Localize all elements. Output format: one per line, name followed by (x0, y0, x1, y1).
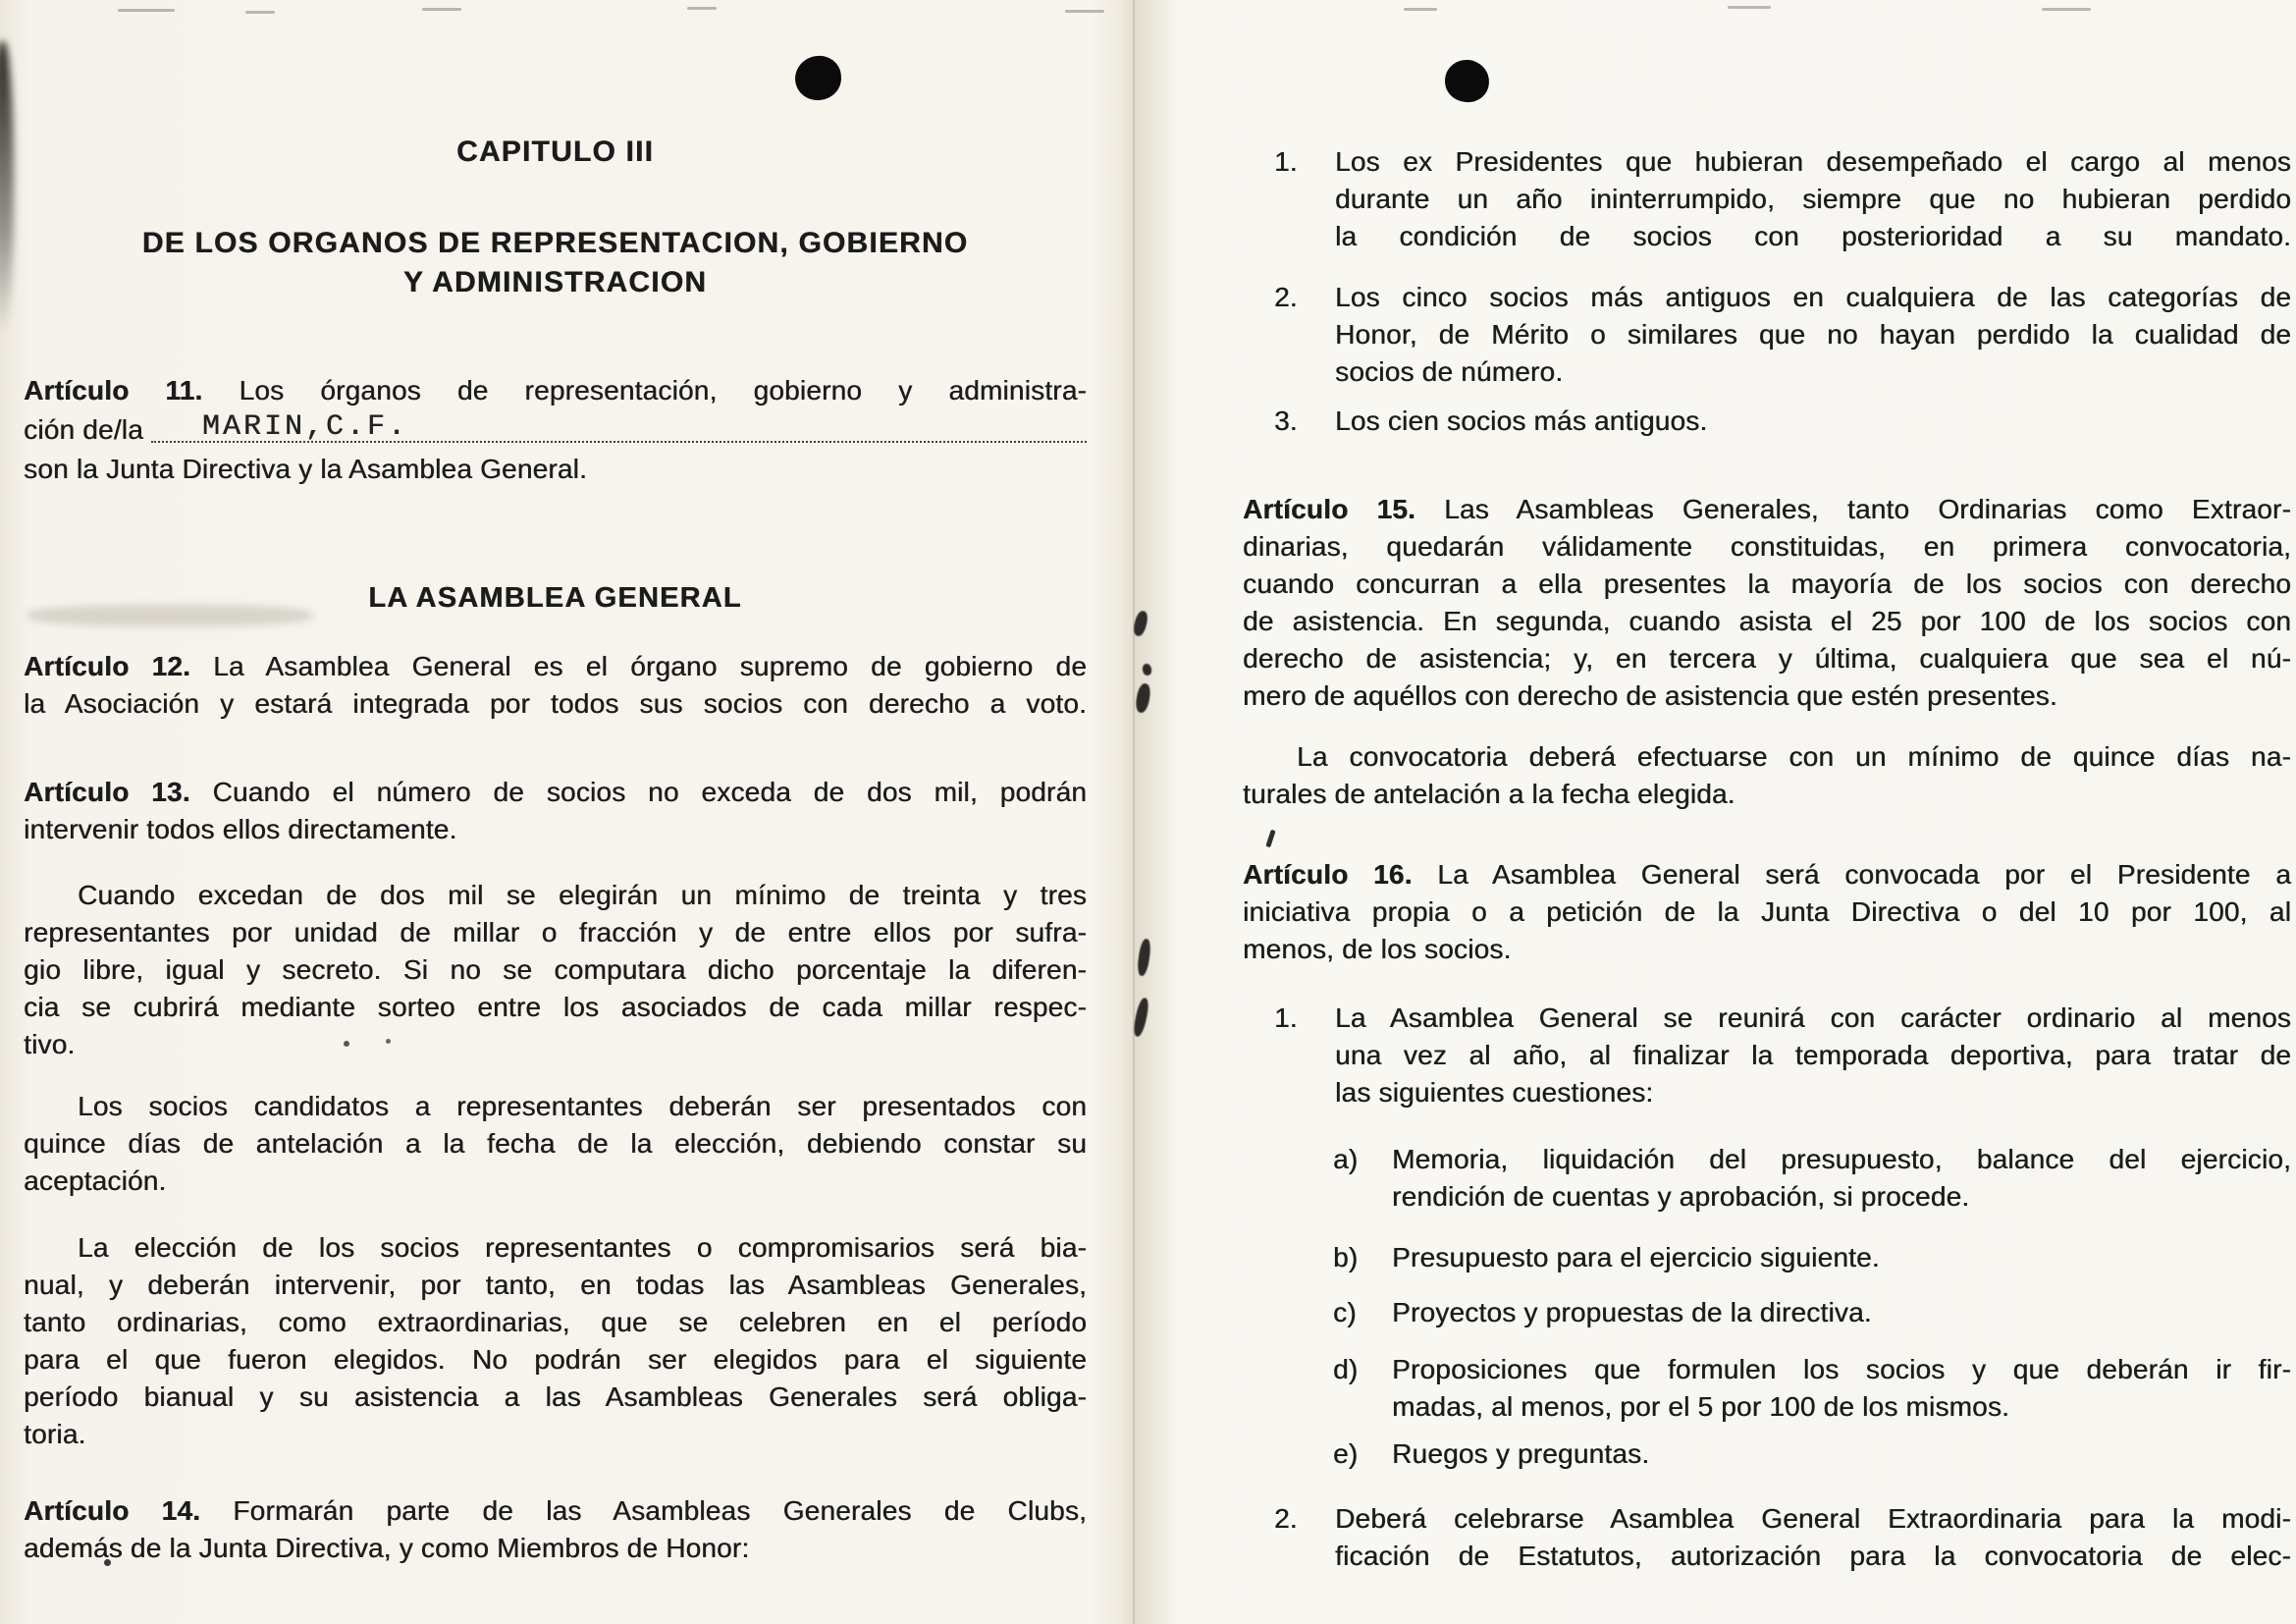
text-line: menos, de los socios. (1243, 934, 1512, 964)
list-item (1243, 1500, 2291, 1575)
list-item (1243, 1294, 2291, 1331)
text-line: ficación de Estatutos, autorización para la convocatoria de elec- (1335, 1541, 2291, 1571)
text-line: intervenir todos ellos directamente. (24, 814, 457, 844)
list-item (1243, 279, 2291, 391)
typed-club-name: MARIN,C.F. (201, 410, 408, 444)
fill-in-line (24, 410, 1087, 450)
text-line: Artículo 12. La Asamblea General es el órgano supremo de gobierno de (24, 651, 1087, 681)
text-line: madas, al menos, por el 5 por 100 de los mismos. (1392, 1391, 2010, 1422)
text-line: además de la Junta Directiva, y como Miembros de Honor: (24, 1533, 750, 1563)
list-marker: b) (1333, 1242, 1359, 1272)
text-line: La convocatoria deberá efectuarse con un mínimo de quince días na- (1297, 741, 2291, 772)
article-label: Artículo 14. (24, 1495, 201, 1526)
section-heading (24, 224, 1087, 302)
list-item (1243, 1239, 2291, 1276)
list-marker: d) (1333, 1354, 1359, 1384)
article-label: Artículo 13. (24, 777, 190, 807)
text-line: Los socios candidatos a representantes deberán ser presentados con (78, 1091, 1087, 1121)
text-line: Proyectos y propuestas de la directiva. (1392, 1297, 1872, 1327)
ink-speck (1142, 663, 1152, 676)
text-line: rendición de cuentas y aprobación, si procede. (1392, 1181, 1970, 1212)
right-page (1243, 0, 2291, 1624)
text-line: la condición de socios con posterioridad a su mandato. (1335, 221, 2291, 251)
text-line: La Asamblea General se reunirá con carácter ordinario al menos (1335, 1002, 2291, 1033)
list-item (1243, 1000, 2291, 1111)
article-block (1243, 856, 2291, 968)
text-line: Artículo 14. Formarán parte de las Asambleas Generales de Clubs, (24, 1495, 1087, 1526)
list-marker: 1. (1274, 146, 1298, 177)
text-line: Artículo 11. Los órganos de representación, gobierno y administra- (24, 375, 1087, 406)
text-line: cia se cubrirá mediante sorteo entre los asociados de cada millar respec- (24, 992, 1087, 1022)
dotted-line (151, 411, 1087, 443)
text-line: Artículo 16. La Asamblea General será convocada por el Presidente a (1243, 859, 2291, 890)
article-block (1243, 491, 2291, 715)
text-line: tivo. (24, 1029, 76, 1059)
text-line: Proposiciones que formulen los socios y que deberán ir fir- (1392, 1354, 2291, 1384)
text-line: para el que fueron elegidos. No podrán ser elegidos para el siguiente (24, 1344, 1087, 1375)
list-marker: e) (1333, 1438, 1359, 1469)
left-page (24, 0, 1087, 1624)
text-line: cuando concurran a ella presentes la mayoría de los socios con derecho (1243, 568, 2291, 599)
text-line: Los cinco socios más antiguos en cualquiera de las categorías de (1335, 282, 2291, 312)
text-line: Artículo 15. Las Asambleas Generales, tanto Ordinarias como Extraor- (1243, 494, 2291, 524)
text-line: Ruegos y preguntas. (1392, 1438, 1650, 1469)
list-marker: 3. (1274, 406, 1298, 436)
paragraph (24, 1229, 1087, 1453)
text-line: período bianual y su asistencia a las Asambleas Generales será obliga- (24, 1381, 1087, 1412)
text-line: Memoria, liquidación del presupuesto, balance del ejercicio, (1392, 1144, 2291, 1174)
heading-line: LA ASAMBLEA GENERAL (368, 582, 742, 614)
text-line: son la Junta Directiva y la Asamblea General. (24, 454, 587, 484)
ink-speck (1134, 682, 1151, 714)
article-label: Artículo 15. (1243, 494, 1415, 524)
list-marker: 1. (1274, 1002, 1298, 1033)
text-line: Honor, de Mérito o similares que no hayan perdido la cualidad de (1335, 319, 2291, 350)
text-line: toria. (24, 1419, 86, 1449)
article-label: Artículo 11. (24, 375, 203, 406)
text-line: aceptación. (24, 1165, 167, 1196)
text-line: la Asociación y estará integrada por todos sus socios con derecho a voto. (24, 688, 1087, 719)
text-line: Los cien socios más antiguos. (1335, 406, 1708, 436)
list-item (1243, 1141, 2291, 1216)
text-line: las siguientes cuestiones: (1335, 1077, 1654, 1108)
text-line: Los ex Presidentes que hubieran desempeñado el cargo al menos (1335, 146, 2291, 177)
fold-crease (1133, 0, 1135, 1624)
section-heading (24, 134, 1087, 171)
text-line: Presupuesto para el ejercicio siguiente. (1392, 1242, 1880, 1272)
text-line: de asistencia. En segunda, cuando asista el 25 por 100 de los socios con (1243, 606, 2291, 636)
ink-speck (1136, 938, 1151, 976)
text-line: una vez al año, al finalizar la temporada deportiva, para tratar de (1335, 1040, 2291, 1070)
section-heading (24, 579, 1087, 617)
scan-edge-smudge (0, 41, 14, 336)
text-line: representantes por unidad de millar o fracción y de entre ellos por sufra- (24, 917, 1087, 947)
text-line: Cuando excedan de dos mil se elegirán un mínimo de treinta y tres (78, 880, 1087, 910)
text-line: Deberá celebrarse Asamblea General Extraordinaria para la modi- (1335, 1503, 2291, 1534)
text-line: derecho de asistencia; y, en tercera y última, cualquiera que sea el nú- (1243, 643, 2291, 674)
list-item (1243, 143, 2291, 255)
list-marker: c) (1333, 1297, 1357, 1327)
heading-line: DE LOS ORGANOS DE REPRESENTACION, GOBIERNO (141, 227, 969, 259)
article-label: Artículo 12. (24, 651, 191, 681)
text-line: durante un año ininterrumpido, siempre que no hubieran perdido (1335, 184, 2291, 214)
list-marker: 2. (1274, 282, 1298, 312)
article-block (24, 371, 1087, 489)
paragraph (24, 877, 1087, 1063)
fill-prefix: ción de/la (24, 414, 143, 445)
list-item (1243, 1435, 2291, 1473)
paragraph (1243, 738, 2291, 813)
paragraph (24, 1088, 1087, 1200)
text-line: La elección de los socios representantes o compromisarios será bia- (78, 1232, 1087, 1263)
text-line: nual, y deberán intervenir, por tanto, en todas las Asambleas Generales, (24, 1270, 1087, 1300)
text-line: turales de antelación a la fecha elegida. (1243, 779, 1735, 809)
text-line: quince días de antelación a la fecha de la elección, debiendo constar su (24, 1128, 1087, 1159)
article-block (24, 648, 1087, 723)
heading-line: Y ADMINISTRACION (402, 266, 708, 298)
list-marker: 2. (1274, 1503, 1298, 1534)
text-line: mero de aquéllos con derecho de asistencia que estén presentes. (1243, 680, 2057, 711)
article-label: Artículo 16. (1243, 859, 1413, 890)
list-marker: a) (1333, 1144, 1359, 1174)
article-block (24, 1492, 1087, 1567)
text-line: Artículo 13. Cuando el número de socios no exceda de dos mil, podrán (24, 777, 1087, 807)
text-line: iniciativa propia o a petición de la Junta Directiva o del 10 por 100, al (1243, 896, 2291, 927)
article-block (24, 774, 1087, 848)
heading-line: CAPITULO III (455, 135, 655, 168)
text-line: tanto ordinarias, como extraordinarias, que se celebren en el período (24, 1307, 1087, 1337)
list-item (1243, 403, 2291, 440)
text-line: dinarias, quedarán válidamente constituidas, en primera convocatoria, (1243, 531, 2291, 562)
text-line: socios de número. (1335, 356, 1564, 387)
text-line: gio libre, igual y secreto. Si no se computara dicho porcentaje la diferen- (24, 954, 1087, 985)
list-item (1243, 1351, 2291, 1426)
